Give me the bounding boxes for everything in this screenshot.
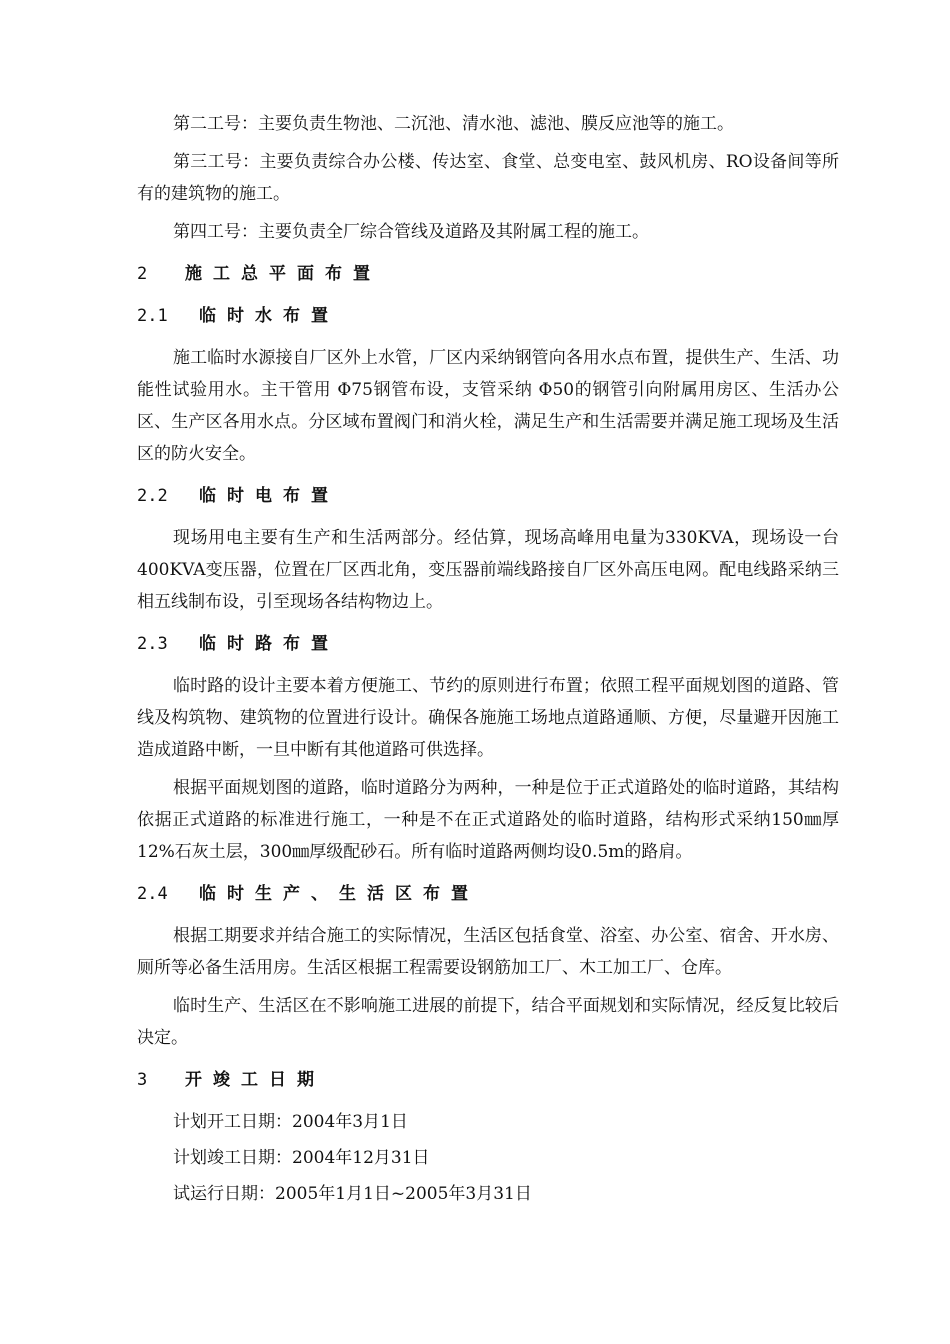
subsection-heading-2-1 — [137, 300, 839, 332]
subsection-heading-2-2 — [137, 480, 839, 512]
subsection-title: 临时电布置 — [199, 486, 339, 506]
subsection-number: 2.4 — [137, 884, 168, 904]
planned-start-date: 计划开工日期：2004年3月1日 — [173, 1112, 408, 1132]
paragraph-team-3: 第三工号：主要负责综合办公楼、传达室、食堂、总变电室、鼓风机房、RO设备间等所有的建筑物的施工。 — [137, 152, 839, 204]
subsection-title: 临时路布置 — [199, 634, 339, 654]
planned-completion-date: 计划竣工日期：2004年12月31日 — [173, 1148, 430, 1168]
paragraph-electricity: 现场用电主要有生产和生活两部分。经估算，现场高峰用电量为330KVA，现场设一台400KVA变压器，位置在厂区西北角，变压器前端线路接自厂区外高压电网。配电线路采纳三相五线制布设，引至现场各结构物边上。 — [137, 528, 839, 612]
paragraph-road-1: 临时路的设计主要本着方便施工、节约的原则进行布置；依照工程平面规划图的道路、管线及构筑物、建筑物的位置进行设计。确保各施施工场地点道路通顺、方便，尽量避开因施工造成道路中断，一旦中断有其他道路可供选择。 — [137, 676, 839, 760]
subsection-title: 临时生产、生活区布置 — [199, 884, 479, 904]
subsection-number: 2.2 — [137, 486, 168, 506]
paragraph-team-4: 第四工号：主要负责全厂综合管线及道路及其附属工程的施工。 — [173, 222, 649, 242]
trial-run-dates: 试运行日期：2005年1月1日~2005年3月31日 — [173, 1184, 532, 1204]
paragraph-road-2: 根据平面规划图的道路，临时道路分为两种，一种是位于正式道路处的临时道路，其结构依据正式道路的标准进行施工，一种是不在正式道路处的临时道路，结构形式采纳150㎜厚12%石灰土层，300㎜厚级配砂石。所有临时道路两侧均设0.5m的路肩。 — [137, 778, 839, 862]
subsection-number: 2.1 — [137, 306, 168, 326]
document-page — [137, 108, 839, 1214]
paragraph-water: 施工临时水源接自厂区外上水管，厂区内采纳钢管向各用水点布置，提供生产、生活、功能性试验用水。主干管用 Φ75钢管布设，支管采纳 Φ50的钢管引向附属用房区、生活办公区、生产区各用水点。分区域布置阀门和消火栓，满足生产和生活需要并满足施工现场及生活区的防火安全。 — [137, 348, 839, 464]
subsection-heading-2-3 — [137, 628, 839, 660]
paragraph-living-1: 根据工期要求并结合施工的实际情况，生活区包括食堂、浴室、办公室、宿舍、开水房、厕所等必备生活用房。生活区根据工程需要设钢筋加工厂、木工加工厂、仓库。 — [137, 926, 839, 978]
paragraph-living-2: 临时生产、生活区在不影响施工进展的前提下，结合平面规划和实际情况，经反复比较后决定。 — [137, 996, 839, 1048]
section-heading-2 — [137, 258, 839, 290]
subsection-title: 临时水布置 — [199, 306, 339, 326]
subsection-heading-2-4 — [137, 878, 839, 910]
section-number: 2 — [137, 264, 148, 284]
subsection-number: 2.3 — [137, 634, 168, 654]
section-number: 3 — [137, 1070, 148, 1090]
section-title: 开竣工日期 — [185, 1070, 325, 1090]
section-heading-3 — [137, 1064, 839, 1096]
section-title: 施工总平面布置 — [185, 264, 381, 284]
paragraph-team-2: 第二工号：主要负责生物池、二沉池、清水池、滤池、膜反应池等的施工。 — [173, 114, 734, 134]
